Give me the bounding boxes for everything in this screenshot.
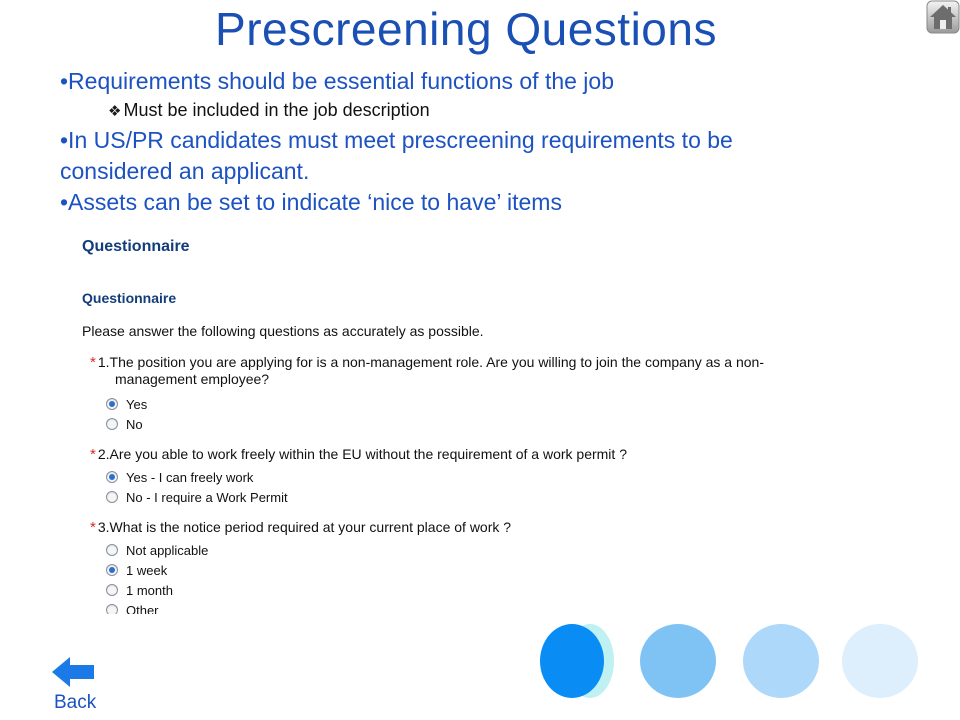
option-label: Other	[126, 602, 159, 614]
q3-option-not-applicable[interactable]	[106, 540, 208, 560]
sub-bullet-1	[60, 97, 950, 125]
decorative-circle-3	[743, 624, 819, 698]
radio-checked-icon[interactable]	[106, 471, 118, 483]
option-label: 1 week	[126, 562, 168, 578]
question-1-text-line2: management employee?	[115, 371, 270, 387]
option-label: 1 month	[126, 582, 173, 598]
option-label: No - I require a Work Permit	[126, 489, 288, 505]
radio-checked-icon[interactable]	[106, 564, 118, 576]
questionnaire-intro: Please answer the following questions as accurately as possible.	[82, 323, 484, 339]
q3-option-1-week[interactable]	[106, 560, 167, 580]
questionnaire-subheader: Questionnaire	[82, 290, 177, 306]
bullet-2-line1: •In US/PR candidates must meet prescreening requirements to be	[60, 127, 733, 153]
back-arrow-icon[interactable]	[50, 655, 102, 694]
slide-title: Prescreening Questions	[215, 3, 717, 55]
question-1	[90, 354, 850, 387]
q3-option-1-month[interactable]	[106, 580, 173, 600]
required-mark: *	[90, 446, 96, 463]
questionnaire-panel	[82, 232, 862, 614]
decorative-circle-4	[842, 624, 918, 698]
radio-unchecked-icon[interactable]	[106, 491, 118, 503]
option-label: Yes - I can freely work	[126, 469, 254, 485]
q1-option-yes[interactable]	[106, 394, 147, 414]
radio-unchecked-icon[interactable]	[106, 604, 118, 614]
decorative-circle-2	[640, 624, 716, 698]
bullet-2-line2: considered an applicant.	[60, 158, 310, 184]
q2-option-yes[interactable]	[106, 467, 253, 487]
diamond-bullet-icon: ❖	[108, 103, 122, 120]
option-label: Yes	[126, 396, 148, 412]
radio-unchecked-icon[interactable]	[106, 418, 118, 430]
radio-unchecked-icon[interactable]	[106, 544, 118, 556]
question-2	[90, 446, 850, 463]
bullet-3: •Assets can be set to indicate ‘nice to have’ items	[60, 189, 562, 215]
required-mark: *	[90, 519, 96, 536]
option-label: No	[126, 416, 143, 432]
option-label: Not applicable	[126, 542, 209, 558]
required-mark: *	[90, 354, 96, 371]
bullet-1: •Requirements should be essential functions of the job	[60, 68, 614, 94]
question-3-text: 3.What is the notice period required at your current place of work ?	[97, 519, 512, 535]
sub-bullet-text: Must be included in the job description	[123, 100, 430, 120]
q1-option-no[interactable]	[106, 414, 143, 434]
radio-unchecked-icon[interactable]	[106, 584, 118, 596]
radio-checked-icon[interactable]	[106, 398, 118, 410]
question-3	[90, 519, 850, 536]
decorative-circle-1	[540, 624, 604, 698]
questionnaire-header: Questionnaire	[82, 238, 190, 255]
question-2-text: 2.Are you able to work freely within the EU without the requirement of a work permit ?	[97, 446, 627, 462]
bullet-list	[60, 66, 950, 218]
back-button-label[interactable]: Back	[54, 692, 97, 713]
home-icon[interactable]	[926, 0, 960, 34]
question-1-text-line1: 1.The position you are applying for is a non-management role. Are you willing to join the company as a non-	[97, 354, 765, 370]
q3-option-other[interactable]	[106, 600, 159, 614]
q2-option-no[interactable]	[106, 487, 288, 507]
